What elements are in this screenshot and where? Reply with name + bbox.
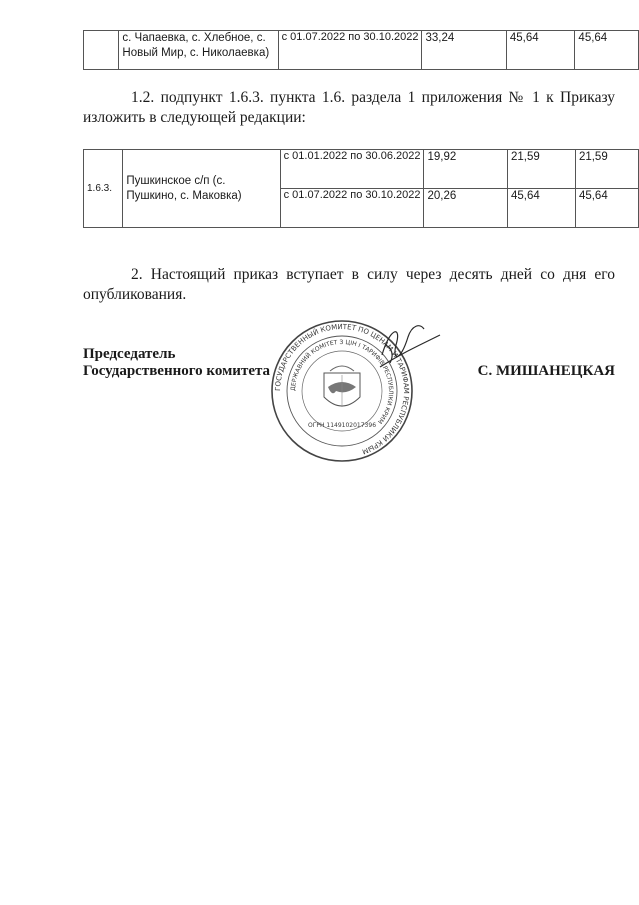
paragraph-effective-date: 2. Настоящий приказ вступает в силу через десять дней со дня его опубликования. xyxy=(83,266,615,303)
tariff-table-main xyxy=(83,149,639,228)
signatory-name: С. МИШАНЕЦКАЯ xyxy=(477,363,615,379)
coat-of-arms-icon xyxy=(324,366,360,407)
official-seal-stamp xyxy=(262,315,452,465)
table-cell-value: 19,92 xyxy=(424,150,508,189)
table-cell-settlement: с. Чапаевка, с. Хлебное, с. Новый Мир, с. Николаевка) xyxy=(119,31,278,70)
tariff-table-top xyxy=(83,30,639,70)
signatory-title xyxy=(83,346,270,380)
signatory-organization: Государственного комитета xyxy=(83,363,271,379)
table-cell-value: 21,59 xyxy=(508,150,576,189)
table-cell-period: с 01.01.2022 по 30.06.2022 xyxy=(280,150,424,189)
seal-ogrn: ОГРН 1149102017396 xyxy=(307,422,377,429)
table-cell-period: с 01.07.2022 по 30.10.2022 xyxy=(280,189,424,228)
table-row xyxy=(84,150,639,189)
seal-outer-text: ГОСУДАРСТВЕННЫЙ КОМИТЕТ ПО ЦЕНАМ И ТАРИФАМ РЕСПУБЛИКИ КРЫМ xyxy=(273,322,411,456)
table-row xyxy=(84,31,639,70)
table-cell-value: 20,26 xyxy=(424,189,508,228)
signatory-position: Председатель xyxy=(83,346,176,362)
table-cell-value: 45,64 xyxy=(575,189,638,228)
seal-inner-text: ДЕРЖАВНИЙ КОМІТЕТ З ЦІН І ТАРИФІВ РЕСПУБЛІКИ КРИМ xyxy=(289,338,395,425)
table-cell-value: 33,24 xyxy=(422,31,506,70)
paragraph-amendment: 1.2. подпункт 1.6.3. пункта 1.6. раздела 1 приложения № 1 к Приказу изложить в следующей редакции: xyxy=(83,89,615,126)
table-cell-period: с 01.07.2022 по 30.10.2022 xyxy=(278,31,422,70)
table-cell-value: 45,64 xyxy=(506,31,575,70)
table-cell-value: 45,64 xyxy=(508,189,576,228)
table-cell-value: 21,59 xyxy=(575,150,638,189)
table-cell-number: 1.6.3. xyxy=(84,150,123,228)
table-cell-settlement: Пушкинское с/п (с. Пушкино, с. Маковка) xyxy=(123,150,280,228)
table-cell-value: 45,64 xyxy=(575,31,639,70)
table-cell-number xyxy=(84,31,119,70)
